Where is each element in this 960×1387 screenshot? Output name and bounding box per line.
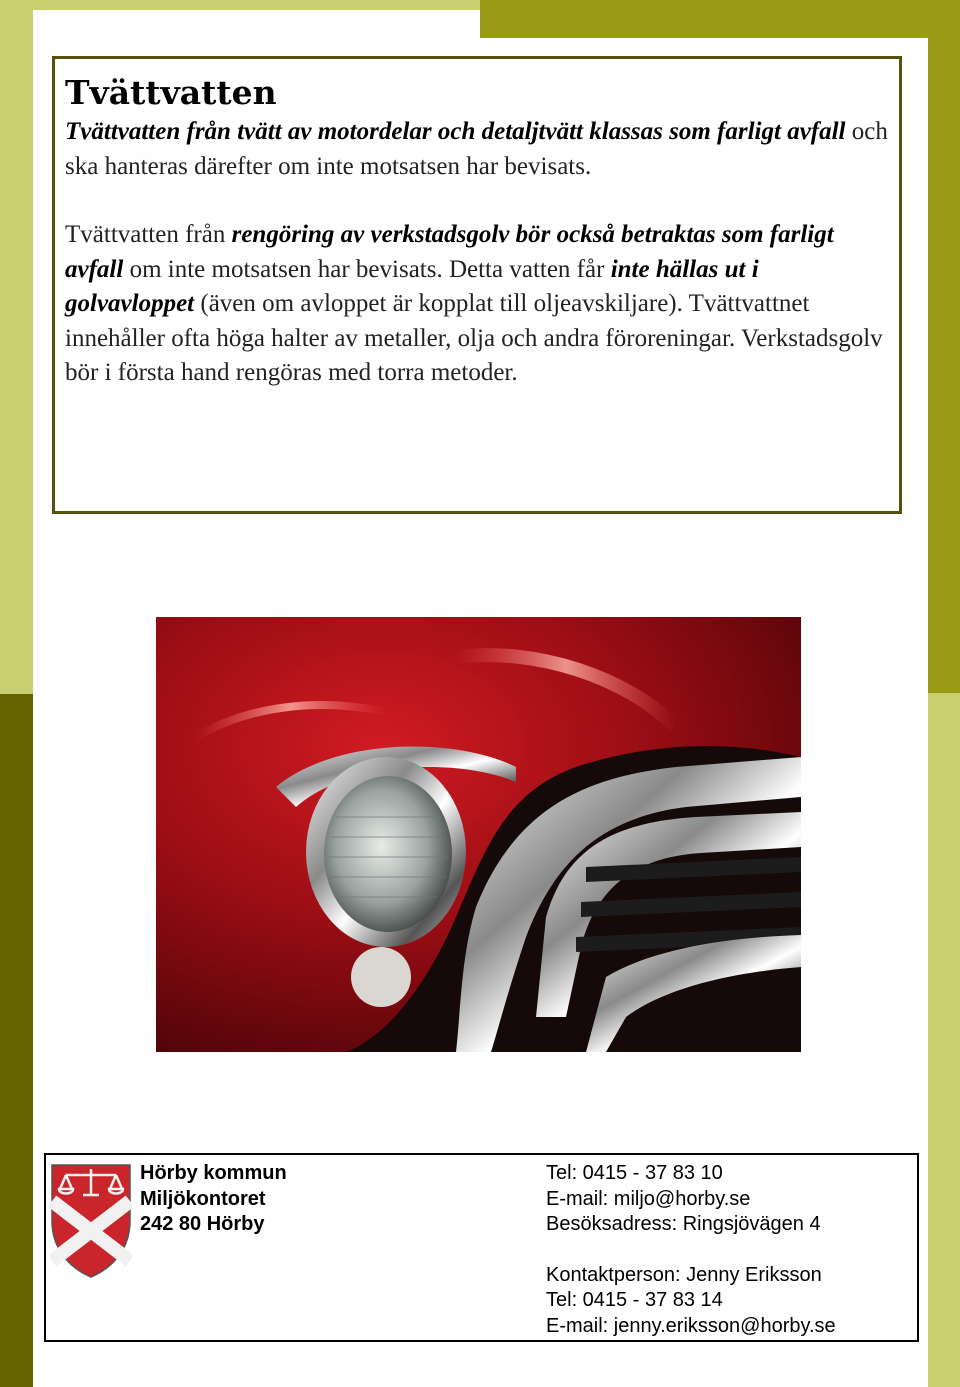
paragraph-1-emphasis: Tvättvatten från tvätt av motordelar och detaljtvätt klassas som farligt avfall [65,118,846,145]
email[interactable]: E-mail: miljo@horby.se [546,1187,751,1210]
right-upper-band [928,38,960,693]
contact-person: Kontaktperson: Jenny Eriksson [546,1263,822,1286]
paragraph-2-emphasis-a: rengöring av verkstadsgolv bör också betraktas som farligt avfall [65,221,834,283]
org-name: Hörby kommun [140,1162,287,1184]
footer-contact-box [44,1153,919,1342]
coat-of-arms-icon [50,1161,132,1279]
paragraph-2-emphasis-b: inte hällas ut i golvavloppet [65,255,759,317]
visiting-address: Besöksadress: Ringsjövägen 4 [546,1213,821,1235]
contact-details [546,1161,836,1339]
spacer [546,1238,836,1263]
paragraph-1 [65,115,889,184]
contact-phone: Tel: 0415 - 37 83 14 [546,1289,723,1311]
paragraph-2-text-b: om inte motsatsen har bevisats. Detta vatten får [123,255,611,283]
info-box [52,56,902,514]
department: Miljökontoret [140,1187,266,1210]
phone: Tel: 0415 - 37 83 10 [546,1162,723,1184]
postal-address: 242 80 Hörby [140,1213,265,1235]
contact-email[interactable]: E-mail: jenny.eriksson@horby.se [546,1314,836,1337]
left-lower-band [0,694,33,1387]
org-address [140,1161,287,1238]
paragraph-2-text-c: (även om avloppet är kopplat till oljeavskiljare). Tvättvattnet innehåller ofta höga halter av metaller, olja och andra föroreningar. Verkstadsgolv bör i första hand rengöras med torra metoder. [65,290,883,386]
right-lower-band [928,693,960,1387]
top-right-band [480,0,960,38]
car-photo [156,617,801,1052]
paragraph-1-text: och ska hanteras därefter om inte motsatsen har bevisats. [65,118,888,180]
top-left-band [0,0,480,10]
paragraph-2-text-a: Tvättvatten från [65,221,232,248]
paragraph-2 [65,218,889,391]
left-upper-band [0,10,33,694]
page-title: Tvättvatten [65,73,277,112]
